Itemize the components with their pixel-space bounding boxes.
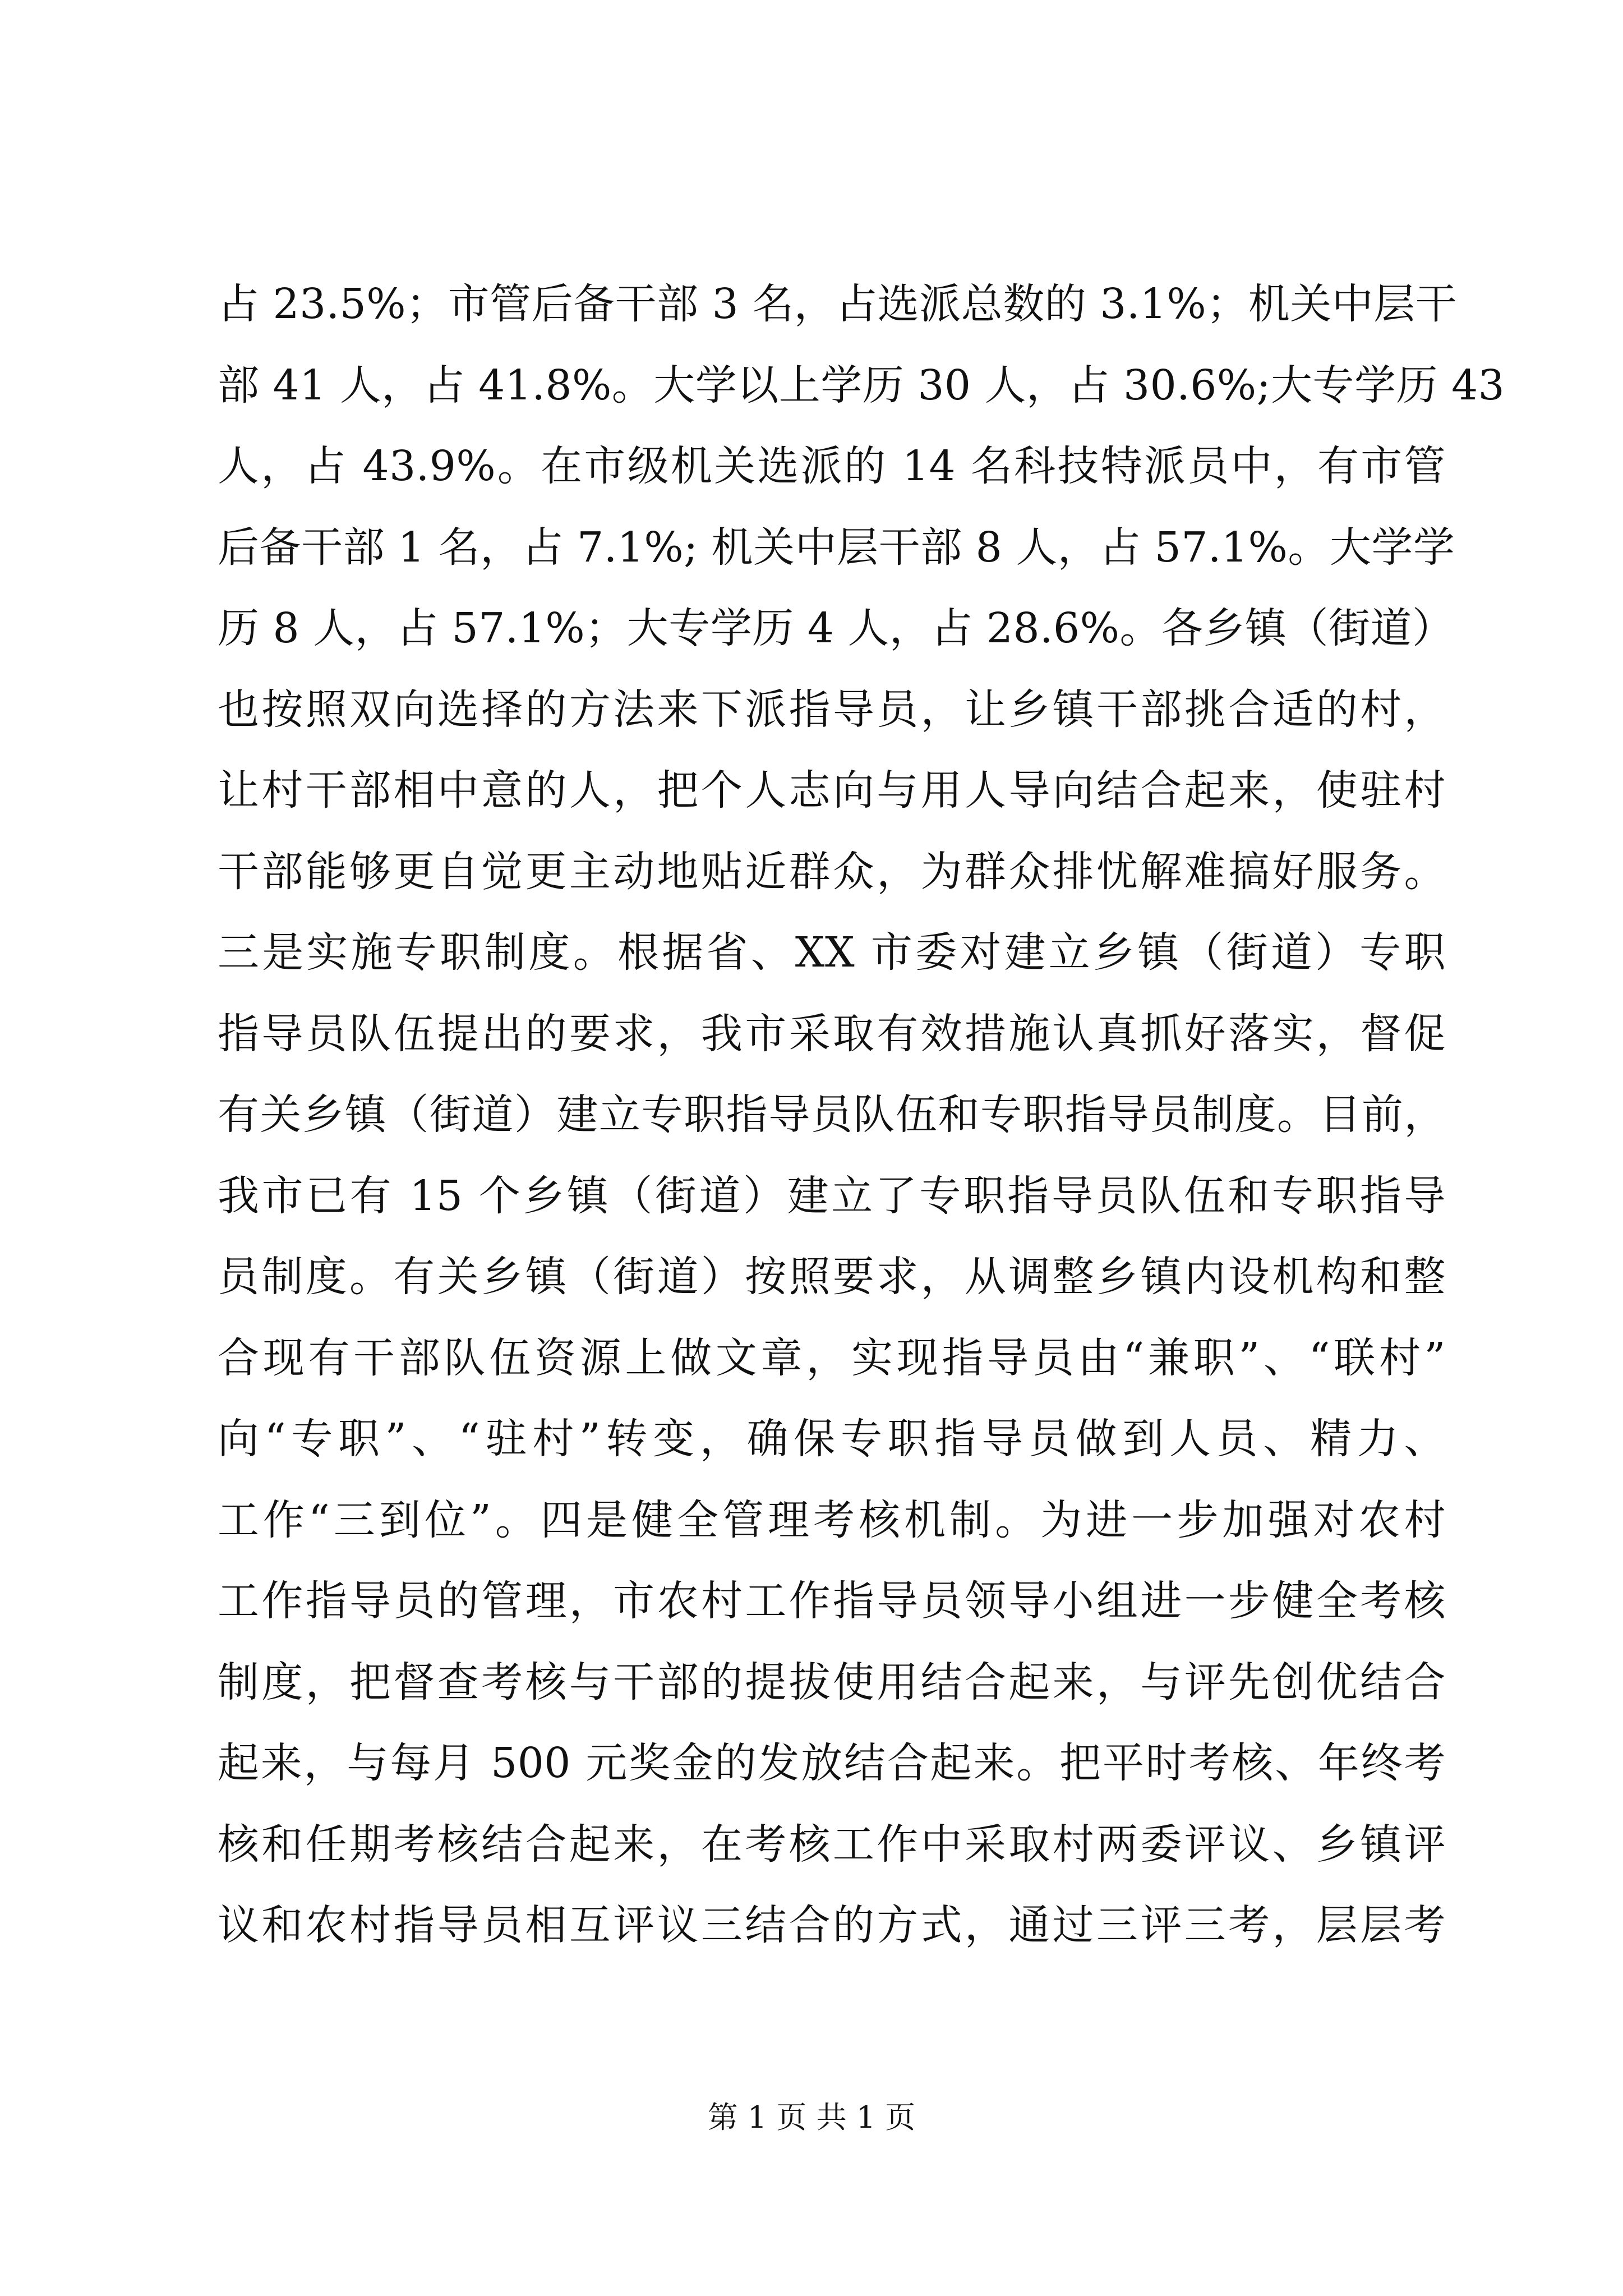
text-line: 后备干部 1 名，占 7.1%; 机关中层干部 8 人，占 57.1%。大学学	[218, 523, 1455, 572]
text-line: 指导员队伍提出的要求，我市采取有效措施认真抓好落实，督促	[218, 1009, 1446, 1058]
text-line: 员制度。有关乡镇（街道）按照要求，从调整乡镇内设机构和整	[218, 1253, 1446, 1301]
text-line: 三是实施专职制度。根据省、XX 市委对建立乡镇（街道）专职	[218, 928, 1446, 977]
text-line: 制度，把督查考核与干部的提拔使用结合起来，与评先创优结合	[218, 1658, 1446, 1706]
text-line: 部 41 人，占 41.8%。大学以上学历 30 人，占 30.6%;大专学历 43	[218, 361, 1505, 409]
text-line: 历 8 人，占 57.1%；大专学历 4 人，占 28.6%。各乡镇（街道）	[218, 604, 1454, 652]
page-footer: 第 1 页 共 1 页	[707, 2100, 916, 2135]
document-body	[218, 264, 1505, 1966]
text-line: 合现有干部队伍资源上做文章，实现指导员由“兼职”、“联村”	[218, 1333, 1446, 1382]
text-line: 工作指导员的管理，市农村工作指导员领导小组进一步健全考核	[218, 1577, 1446, 1625]
text-line: 核和任期考核结合起来，在考核工作中采取村两委评议、乡镇评	[218, 1820, 1446, 1869]
text-line: 让村干部相中意的人，把个人志向与用人导向结合起来，使驻村	[218, 766, 1446, 815]
text-line: 占 23.5%；市管后备干部 3 名，占选派总数的 3.1%；机关中层干	[218, 280, 1458, 328]
text-line: 也按照双向选择的方法来下派指导员，让乡镇干部挑合适的村，	[218, 685, 1446, 734]
text-line: 工作“三到位”。四是健全管理考核机制。为进一步加强对农村	[218, 1496, 1446, 1544]
text-line: 人，占 43.9%。在市级机关选派的 14 名科技特派员中，有市管	[218, 442, 1446, 490]
text-line: 向“专职”、“驻村”转变，确保专职指导员做到人员、精力、	[218, 1415, 1446, 1463]
text-line: 有关乡镇（街道）建立专职指导员队伍和专职指导员制度。目前，	[218, 1091, 1446, 1139]
text-line: 干部能够更自觉更主动地贴近群众，为群众排忧解难搞好服务。	[218, 847, 1446, 896]
text-line: 我市已有 15 个乡镇（街道）建立了专职指导员队伍和专职指导	[218, 1171, 1446, 1220]
text-line: 议和农村指导员相互评议三结合的方式，通过三评三考，层层考	[218, 1901, 1446, 1949]
text-line: 起来，与每月 500 元奖金的发放结合起来。把平时考核、年终考	[218, 1739, 1446, 1787]
